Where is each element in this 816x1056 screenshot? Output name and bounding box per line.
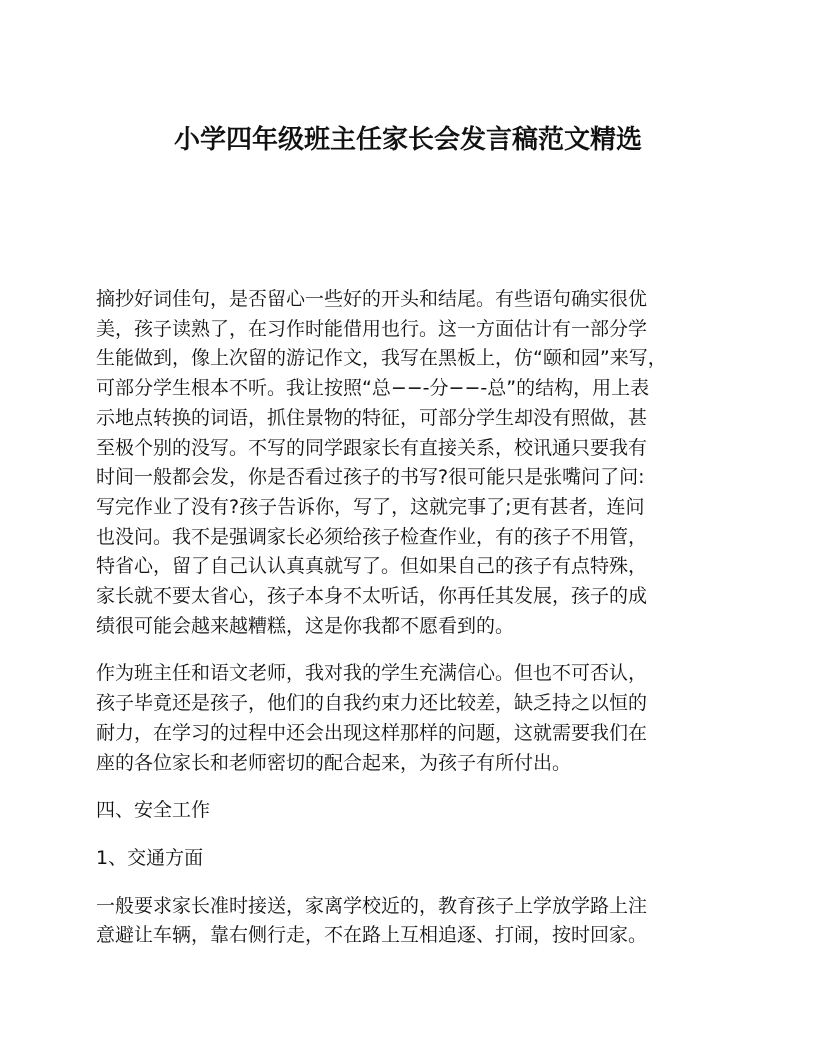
paragraph-confidence [96, 659, 736, 778]
text-line: 美，孩子读熟了，在习作时能借用也行。这一方面估计有一部分学 [96, 317, 648, 340]
text-line: 也没问。我不是强调家长必须给孩子检查作业，有的孩子不用管， [96, 525, 648, 548]
text-line: 座的各位家长和老师密切的配合起来，为孩子有所付出。 [96, 751, 572, 774]
text-line: 生能做到，像上次留的游记作文，我写在黑板上，仿“颐和园”来写， [96, 347, 667, 370]
document-title: 小学四年级班主任家长会发言稿范文精选 [173, 125, 642, 155]
subsection-heading: 1、交通方面 [96, 846, 204, 869]
paragraph-homework [96, 285, 736, 641]
paragraph-traffic [96, 892, 736, 951]
text-line: 写完作业了没有?孩子告诉你，写了，这就完事了;更有甚者，连问 [96, 495, 645, 518]
text-line: 绩很可能会越来越糟糕，这是你我都不愿看到的。 [96, 614, 515, 637]
text-line: 特省心，留了自己认认真真就写了。但如果自己的孩子有点特殊， [96, 555, 648, 578]
text-line: 时间一般都会发，你是否看过孩子的书写?很可能只是张嘴问了问: [96, 466, 645, 489]
section-heading: 四、安全工作 [96, 799, 211, 822]
text-line: 一般要求家长准时接送，家离学校近的，教育孩子上学放学路上注 [96, 894, 648, 917]
text-line: 耐力，在学习的过程中还会出现这样那样的问题，这就需要我们在 [96, 721, 648, 744]
text-line: 摘抄好词佳句，是否留心一些好的开头和结尾。有些语句确实很优 [96, 288, 648, 310]
text-line: 孩子毕竟还是孩子，他们的自我约束力还比较差，缺乏持之以恒的 [96, 692, 648, 715]
document-body [96, 285, 736, 969]
text-line: 家长就不要太省心，孩子本身不太听话，你再任其发展，孩子的成 [96, 585, 648, 608]
text-line: 可部分学生根本不听。我让按照“总−−-分−−-总”的结构，用上表 [96, 377, 650, 400]
text-line: 示地点转换的词语，抓住景物的特征，可部分学生却没有照做，甚 [96, 406, 648, 429]
text-line: 作为班主任和语文老师，我对我的学生充满信心。但也不可否认， [96, 662, 648, 685]
text-line: 至极个别的没写。不写的同学跟家长有直接关系，校讯通只要我有 [96, 436, 648, 459]
text-line: 意避让车辆，靠右侧行走，不在路上互相追逐、打闹，按时回家。 [96, 924, 648, 947]
